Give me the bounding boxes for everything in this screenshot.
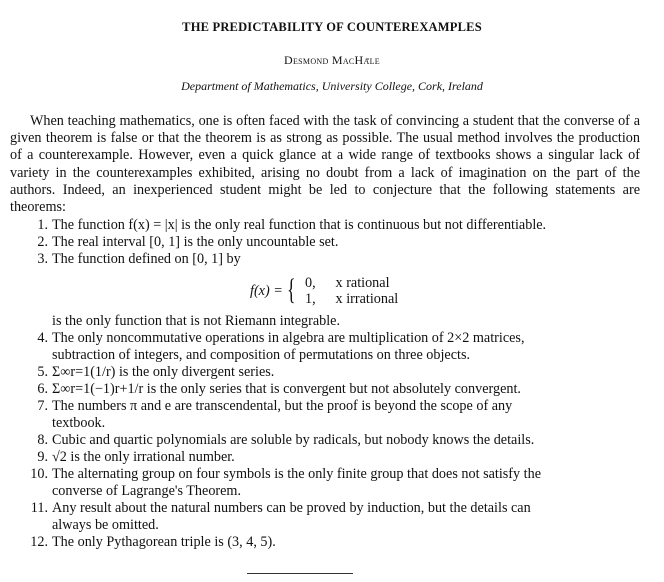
formula-case-2 [305,291,398,308]
item-text: The numbers π and e are transcendental, but the proof is beyond the scope of any [52,398,513,414]
item-number: 1. [37,217,48,233]
item-text: The only noncommutative operations in algebra are multiplication of 2×2 matrices, [52,330,525,346]
item-number: 11. [30,500,48,516]
item-text: The function defined on [0, 1] by [52,251,241,267]
item-number: 2. [37,234,48,250]
paper-title: THE PREDICTABILITY OF COUNTEREXAMPLES [182,20,482,34]
item-text: subtraction of integers, and composition of permutations on three objects. [52,347,471,363]
item-number: 6. [37,381,48,397]
author-affiliation: Department of Mathematics, University College, Cork, Ireland [181,79,483,93]
item-number: 8. [37,432,48,448]
item-3-continuation: is the only function that is not Riemann integrable. [52,313,341,329]
case-condition: x irrational [335,291,399,307]
item-text: Any result about the natural numbers can be proved by induction, but the details can [52,500,531,516]
item-text: The function f(x) = |x| is the only real function that is continuous but not differentiable. [52,217,547,233]
piecewise-formula [250,275,450,309]
case-condition: x rational [335,275,390,291]
item-number: 5. [37,364,48,380]
item-text: The only Pythagorean triple is (3, 4, 5). [52,534,276,550]
item-text: Σ∞r=1(1/r) is the only divergent series. [52,364,275,380]
item-text: Cubic and quartic polynomials are soluble by radicals, but nobody knows the details. [52,432,535,448]
item-number: 10. [30,466,48,482]
item-text: Σ∞r=1(−1)r+1/r is the only series that is convergent but not absolutely convergent. [52,381,521,397]
item-text: always be omitted. [52,517,159,533]
item-text: textbook. [52,415,106,431]
end-rule [247,573,353,574]
case-value: 1, [305,291,316,307]
formula-case-1 [305,275,390,292]
left-brace: { [287,273,296,306]
item-number: 12. [30,534,48,550]
item-text: The alternating group on four symbols is the only finite group that does not satisfy the [52,466,541,482]
item-text: √2 is the only irrational number. [52,449,235,465]
intro-paragraph: When teaching mathematics, one is often faced with the task of convincing a student that the converse of a given theorem is false or that the theorem is as strong as possible. The usual method involves the production of a counterexample. However, even a quick glance at a wide range of textbooks shows a singular lack of variety in the counterexamples exhibited, arising no doubt from a lack of imagination on the part of the authors. Indeed, an inexperienced student might be led to conjecture that the following statements are theorems: [10,113,640,216]
item-number: 3. [37,251,48,267]
item-number: 7. [37,398,48,414]
author-name: Desmond MacHale [284,53,380,67]
formula-lhs: f(x) = [250,283,283,299]
item-number: 4. [37,330,48,346]
case-value: 0, [305,275,316,291]
item-number: 9. [37,449,48,465]
item-text: The real interval [0, 1] is the only uncountable set. [52,234,339,250]
item-text: converse of Lagrange's Theorem. [52,483,242,499]
